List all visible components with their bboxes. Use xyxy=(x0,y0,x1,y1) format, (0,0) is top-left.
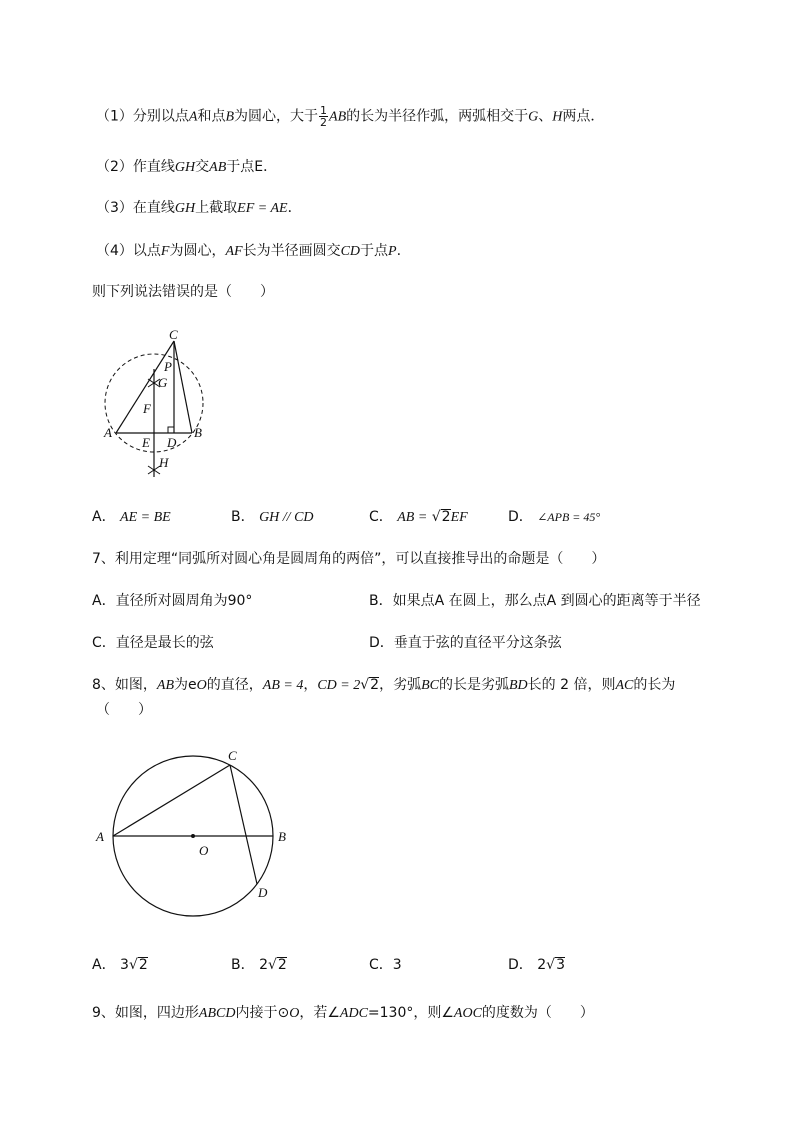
step-4-text: 于点 xyxy=(360,243,389,259)
q8-text: 8、如图， xyxy=(92,677,157,693)
line-gh: GH xyxy=(174,160,196,175)
q7-option-b[interactable] xyxy=(369,591,701,611)
step-1-text: 的长为半径作弧，两弧相交于 xyxy=(346,108,529,125)
segment-ab: AB xyxy=(329,109,347,125)
q7-option-d[interactable] xyxy=(369,633,562,653)
point-g: G xyxy=(528,109,539,125)
point-o: O xyxy=(196,678,207,693)
radicand: 2 xyxy=(277,957,287,973)
option-letter: C． xyxy=(369,957,393,973)
label-a: A xyxy=(104,425,112,440)
radicand: 3 xyxy=(556,957,565,973)
label-b: B xyxy=(278,829,286,844)
q9-text: ，若∠ xyxy=(299,1005,340,1021)
q7-option-a[interactable] xyxy=(92,591,252,611)
segment-ac: AC xyxy=(615,678,634,693)
step-4-text: 为圆心， xyxy=(169,243,226,259)
point-o: O xyxy=(289,1006,300,1021)
step-1-text: 和点 xyxy=(197,108,226,125)
option-text: 垂直于弦的直径平分这条弦 xyxy=(393,635,562,651)
step-2-text: 于点E． xyxy=(226,159,278,175)
step-3-text: ． xyxy=(287,200,302,216)
q8-option-b[interactable]: B． 2√2 xyxy=(231,957,287,973)
option-letter: C． xyxy=(92,635,116,651)
segment-cd: CD xyxy=(340,244,361,259)
option-text: AB = xyxy=(397,510,428,525)
q6-option-b[interactable] xyxy=(231,507,314,528)
label-a: A xyxy=(96,829,104,844)
fraction-numerator: 1 xyxy=(320,104,328,117)
step-3-text: 上截取 xyxy=(195,200,238,216)
chord-ac xyxy=(113,765,230,836)
option-letter: B． xyxy=(231,509,255,525)
option-coef: 2 xyxy=(537,957,547,973)
q8-text: 长的 2 倍，则 xyxy=(527,677,616,693)
option-letter: A． xyxy=(92,957,116,973)
triangle-side-bc xyxy=(174,341,192,433)
quad-abcd: ABCD xyxy=(198,1006,236,1021)
label-d: D xyxy=(167,435,177,450)
step-4-text: . xyxy=(396,243,402,259)
q9-text: 的度数为（ ） xyxy=(481,1005,594,1021)
label-d: D xyxy=(258,885,268,900)
label-c: C xyxy=(169,327,178,342)
segment-ab: AB xyxy=(156,678,175,693)
equation-ef-ae: EF = AE xyxy=(237,201,288,216)
option-letter: B． xyxy=(231,957,255,973)
step-2 xyxy=(96,157,277,178)
fraction-half xyxy=(319,105,328,128)
option-coef: 2 xyxy=(259,957,268,973)
center-dot xyxy=(191,834,195,838)
step-2-text: （2）作直线 xyxy=(96,159,175,175)
step-1 xyxy=(96,105,604,128)
segment-af: AF xyxy=(225,244,243,259)
q8-text: 为 xyxy=(174,677,189,693)
q8-text: ，劣弧 xyxy=(379,677,422,693)
option-text: 3 xyxy=(392,957,402,973)
label-c: C xyxy=(228,748,237,763)
step-1-text: 两点． xyxy=(562,108,605,125)
q8-text: 的直径， xyxy=(206,677,263,693)
label-g: G xyxy=(158,375,168,390)
q8-text: 的长为 xyxy=(633,677,676,693)
step-1-text: （1）分别以点 xyxy=(96,108,189,125)
q6-figure xyxy=(96,325,226,485)
q9-text: 内接于⊙ xyxy=(235,1005,290,1021)
option-text: GH // CD xyxy=(259,510,314,525)
label-f: F xyxy=(143,401,151,416)
step-2-text: 交 xyxy=(195,159,210,175)
q6-option-c[interactable]: C． AB = √2EF xyxy=(369,509,468,525)
q8-option-a[interactable]: A． 3√2 xyxy=(92,957,148,973)
point-h: H xyxy=(552,109,563,125)
circle-symbol: e xyxy=(188,677,197,693)
q8-stem: 8、如图，AB为eO的直径，AB = 4，CD = 2√2，劣弧BC的长是劣弧BD长的 2 倍，则AC的长为 xyxy=(92,677,676,693)
q8-figure xyxy=(92,745,302,925)
step-3-text: （3）在直线 xyxy=(96,200,175,216)
radicand: 2 xyxy=(138,957,148,973)
radicand: 2 xyxy=(370,677,380,693)
step-4-text: 长为半径画圆交 xyxy=(242,243,341,259)
segment-ab: AB xyxy=(209,160,227,175)
radicand: 2 xyxy=(441,509,451,525)
arc-bc: BC xyxy=(421,678,439,693)
angle-adc: ADC xyxy=(339,1006,368,1021)
option-text: 直径所对圆周角为90° xyxy=(115,593,253,609)
label-e: E xyxy=(142,435,150,450)
point-f: F xyxy=(160,244,170,259)
option-text: 如果点A 在圆上，那么点A 到圆心的距离等于半径 xyxy=(392,593,701,609)
arc-bd: BD xyxy=(508,678,528,693)
option-letter: C． xyxy=(369,509,393,525)
angle-aoc: AOC xyxy=(453,1006,482,1021)
option-letter: D． xyxy=(508,509,533,525)
q8-option-c[interactable] xyxy=(369,955,402,975)
q7-option-c[interactable] xyxy=(92,633,214,653)
option-letter: B． xyxy=(369,593,393,609)
label-p: P xyxy=(164,359,172,374)
right-angle-mark xyxy=(168,427,174,433)
option-text: AE = BE xyxy=(120,510,171,525)
point-a: A xyxy=(188,109,198,125)
q8-option-d[interactable]: D． 2√3 xyxy=(508,957,565,973)
step-4-text: （4）以点 xyxy=(96,243,161,259)
condition-cd: CD = 2 xyxy=(317,678,361,693)
step-3 xyxy=(96,198,302,219)
option-letter: A． xyxy=(92,509,116,525)
condition-ab: AB = 4 xyxy=(262,678,304,693)
separator: 、 xyxy=(538,108,553,125)
q6-option-d[interactable] xyxy=(508,507,600,527)
label-h: H xyxy=(159,455,169,470)
q9-stem xyxy=(92,1003,594,1024)
q8-stem-line2: （ ） xyxy=(96,702,152,718)
point-b: B xyxy=(225,109,235,125)
q9-text: 9、如图，四边形 xyxy=(92,1005,199,1021)
q9-text: =130°，则∠ xyxy=(367,1005,454,1021)
option-coef: 3 xyxy=(120,957,129,973)
label-o: O xyxy=(199,843,209,858)
step-4 xyxy=(96,241,401,262)
label-b: B xyxy=(194,425,202,440)
q8-text: 的长是劣弧 xyxy=(438,677,509,693)
option-text: ∠APB = 45° xyxy=(537,510,601,524)
option-letter: D． xyxy=(508,957,533,973)
q6-prompt: 则下列说法错误的是（ ） xyxy=(92,284,274,300)
option-letter: D． xyxy=(369,635,394,651)
option-text: 直径是最长的弦 xyxy=(115,635,214,651)
q7-stem: 7、利用定理“同弧所对圆心角是圆周角的两倍”，可以直接推导出的命题是（ ） xyxy=(92,551,606,567)
line-gh: GH xyxy=(174,201,196,216)
q8-text: ， xyxy=(303,677,318,693)
option-text: EF xyxy=(450,510,468,525)
step-1-text: 为圆心，大于 xyxy=(234,108,319,125)
fraction-denominator: 2 xyxy=(320,116,328,129)
point-p: P xyxy=(388,244,397,259)
option-letter: A． xyxy=(92,593,116,609)
q6-option-a[interactable] xyxy=(92,507,171,528)
